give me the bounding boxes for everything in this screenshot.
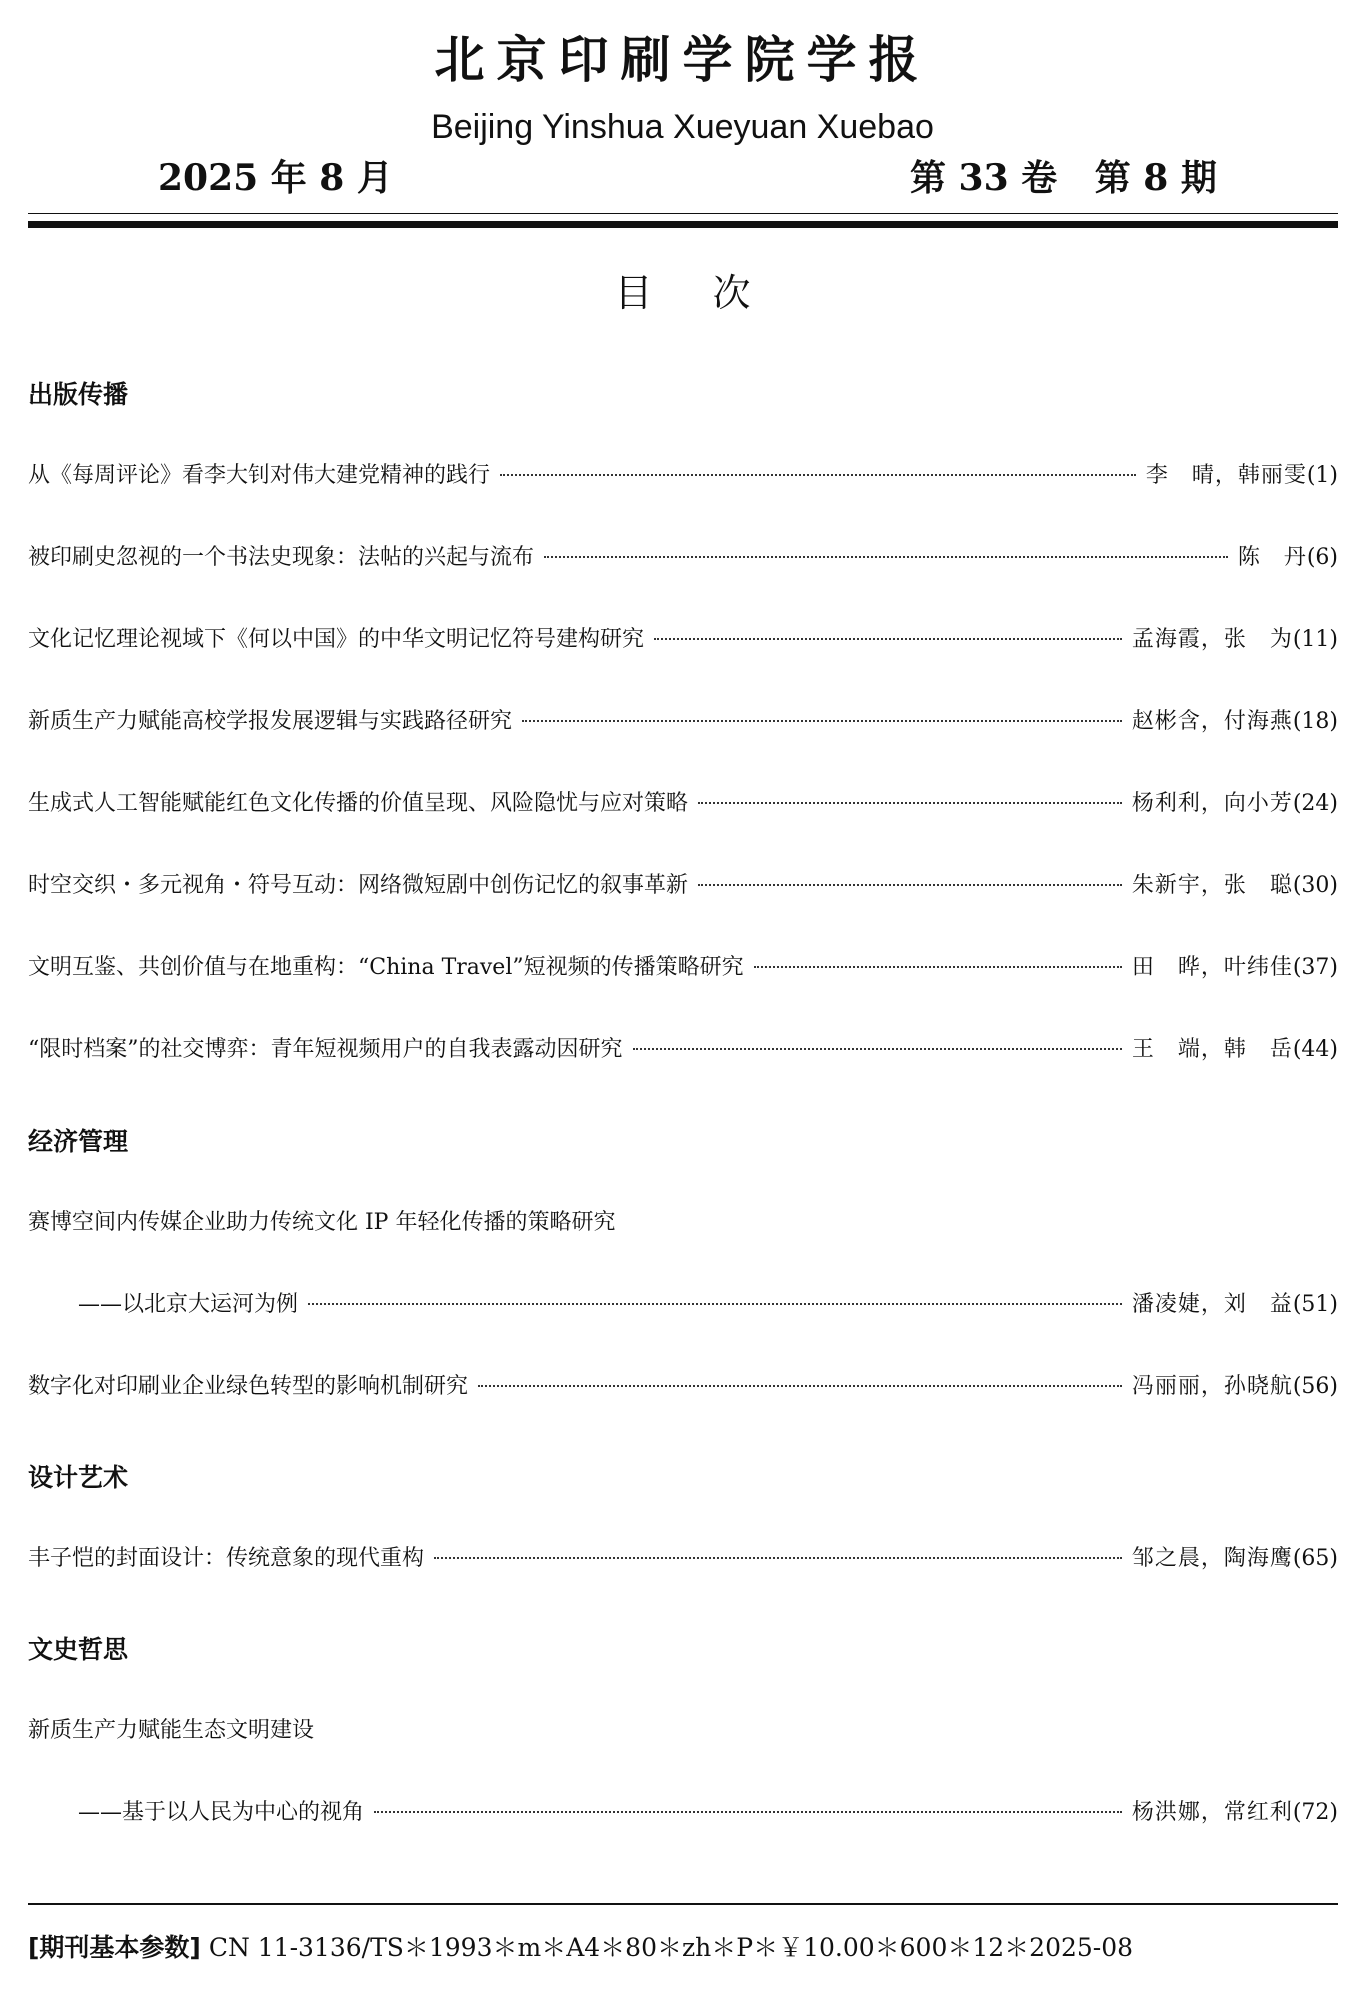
- leader-dots: [698, 802, 1122, 804]
- entry-page: (24): [1292, 791, 1338, 816]
- entry-authors: 潘凌婕，刘 益: [1131, 1292, 1293, 1317]
- leader-dots: [754, 966, 1122, 968]
- toc-entry[interactable]: [78, 1287, 1338, 1321]
- toc-entry[interactable]: [78, 1795, 1338, 1829]
- entry-title: 文化记忆理论视域下《何以中国》的中华文明记忆符号建构研究: [28, 627, 645, 652]
- entry-page: (6): [1306, 545, 1338, 570]
- entry-title: “限时档案”的社交博弈：青年短视频用户的自我表露动因研究: [28, 1037, 623, 1062]
- toc-entry[interactable]: [28, 704, 1338, 738]
- header-rule-thin: [28, 213, 1338, 214]
- toc-heading: 目次: [614, 271, 811, 315]
- toc-entry[interactable]: [28, 622, 1338, 656]
- entry-page: (72): [1292, 1800, 1338, 1825]
- leader-dots: [478, 1385, 1122, 1387]
- toc-entry[interactable]: [28, 868, 1338, 902]
- entry-page: (56): [1292, 1374, 1338, 1399]
- entry-title-line[interactable]: 赛博空间内传媒企业助力传统文化 IP 年轻化传播的策略研究: [28, 1210, 616, 1235]
- entry-page: (1): [1306, 463, 1338, 488]
- entry-authors: 朱新宇，张 聪: [1131, 873, 1293, 898]
- leader-dots: [500, 474, 1136, 476]
- entry-title: 被印刷史忽视的一个书法史现象：法帖的兴起与流布: [28, 545, 535, 570]
- toc-entry[interactable]: [28, 1541, 1338, 1575]
- entry-title: 新质生产力赋能高校学报发展逻辑与实践路径研究: [28, 709, 513, 734]
- entry-authors: 孟海霞，张 为: [1131, 627, 1293, 652]
- leader-dots: [633, 1048, 1122, 1050]
- section-title: 经济管理: [28, 1127, 129, 1156]
- toc-entry[interactable]: [28, 1369, 1338, 1403]
- entry-page: (30): [1292, 873, 1338, 898]
- entry-page: (37): [1292, 955, 1338, 980]
- entry-title: 文明互鉴、共创价值与在地重构：“China Travel”短视频的传播策略研究: [28, 955, 744, 980]
- entry-page: (44): [1292, 1037, 1338, 1062]
- entry-title: 生成式人工智能赋能红色文化传播的价值呈现、风险隐忧与应对策略: [28, 791, 689, 816]
- entry-page: (18): [1292, 709, 1338, 734]
- entry-authors: 杨利利，向小芳: [1131, 791, 1293, 816]
- entry-subtitle: ——以北京大运河为例: [78, 1292, 299, 1317]
- section-title: 出版传播: [28, 380, 129, 409]
- leader-dots: [698, 884, 1122, 886]
- entry-authors: 陈 丹: [1237, 545, 1307, 570]
- entry-authors: 邹之晨，陶海鹰: [1131, 1546, 1293, 1571]
- leader-dots: [654, 638, 1122, 640]
- entry-authors: 杨洪娜，常红利: [1131, 1800, 1293, 1825]
- entry-title-line[interactable]: 新质生产力赋能生态文明建设: [28, 1718, 315, 1743]
- parameters-label: [期刊基本参数]: [28, 1933, 201, 1962]
- entry-page: (51): [1292, 1292, 1338, 1317]
- entry-authors: 冯丽丽，孙晓航: [1131, 1374, 1293, 1399]
- entry-page: (65): [1292, 1546, 1338, 1571]
- leader-dots: [434, 1557, 1122, 1559]
- toc-entry[interactable]: [28, 458, 1338, 492]
- entry-authors: 田 晔，叶纬佳: [1131, 955, 1293, 980]
- entry-title: 时空交织・多元视角・符号互动：网络微短剧中创伤记忆的叙事革新: [28, 873, 689, 898]
- journal-title-english: Beijing Yinshua Xueyuan Xuebao: [431, 108, 934, 146]
- journal-title: 北京印刷学院学报: [434, 30, 931, 89]
- entry-authors: 赵彬含，付海燕: [1131, 709, 1293, 734]
- issue-date: 2025 年 8 月: [158, 157, 393, 199]
- volume-issue: 第 33 卷 第 8 期: [910, 157, 1217, 199]
- entry-title: 从《每周评论》看李大钊对伟大建党精神的践行: [28, 463, 491, 488]
- toc-entry[interactable]: [28, 540, 1338, 574]
- header-rule-thick: [28, 221, 1338, 228]
- journal-parameters: [28, 1928, 1133, 1964]
- entry-subtitle: ——基于以人民为中心的视角: [78, 1800, 365, 1825]
- entry-page: (11): [1292, 627, 1338, 652]
- leader-dots: [544, 556, 1228, 558]
- footer-rule: [28, 1903, 1338, 1905]
- entry-authors: 李 晴，韩丽雯: [1145, 463, 1307, 488]
- parameters-text: CN 11-3136/TS＊1993＊m＊A4＊80＊zh＊P＊￥10.00＊600＊12＊2025-08: [208, 1933, 1134, 1962]
- entry-title: 丰子恺的封面设计：传统意象的现代重构: [28, 1546, 425, 1571]
- toc-entry[interactable]: [28, 786, 1338, 820]
- entry-title: 数字化对印刷业企业绿色转型的影响机制研究: [28, 1374, 469, 1399]
- leader-dots: [374, 1811, 1122, 1813]
- leader-dots: [522, 720, 1122, 722]
- section-title: 设计艺术: [28, 1463, 129, 1492]
- toc-entry[interactable]: [28, 1032, 1338, 1066]
- toc-entry[interactable]: [28, 950, 1338, 984]
- section-title: 文史哲思: [28, 1635, 129, 1664]
- leader-dots: [308, 1303, 1122, 1305]
- entry-authors: 王 端，韩 岳: [1131, 1037, 1293, 1062]
